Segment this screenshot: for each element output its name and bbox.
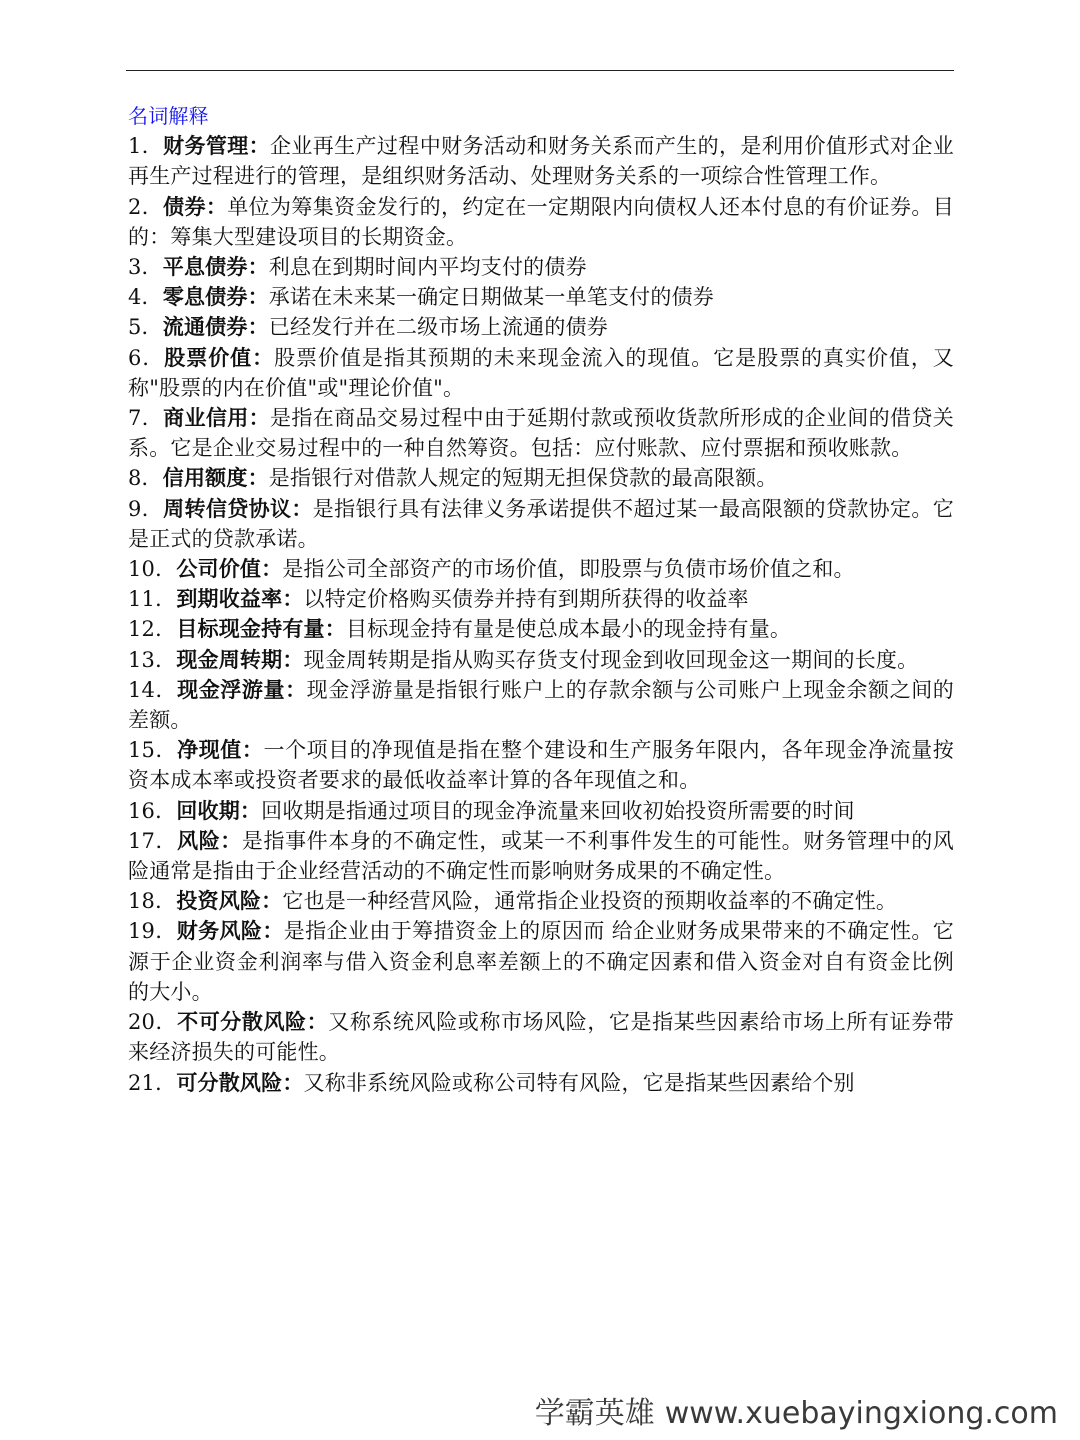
footer-brand: 学霸英雄 <box>534 1396 655 1431</box>
entry-number: 1． <box>128 134 164 159</box>
entry-number: 7． <box>128 406 164 431</box>
entry-definition: 是指银行具有法律义务承诺提供不超过某一最高限额的贷款协定。它是正式的贷款承诺。 <box>128 496 955 551</box>
entry-number: 9． <box>128 496 164 521</box>
glossary-entry <box>128 282 954 312</box>
entry-definition: 现金周转期是指从购买存货支付现金到收回现金这一期间的长度。 <box>303 647 919 672</box>
entry-term: 目标现金持有量： <box>176 617 346 642</box>
entry-number: 20． <box>128 1010 178 1035</box>
entry-definition: 是指在商品交易过程中由于延期付款或预收货款所形成的企业间的借贷关系。它是企业交易过程中的一种自然筹资。包括：应付账款、应付票据和预收账款。 <box>128 406 954 461</box>
glossary-entry <box>128 312 954 342</box>
entry-number: 12． <box>128 617 177 642</box>
entry-term: 现金浮游量： <box>177 677 307 702</box>
entry-definition: 利息在到期时间内平均支付的债券 <box>268 255 587 280</box>
glossary-list <box>128 131 954 1098</box>
entry-term: 财务管理： <box>163 134 271 159</box>
entry-term: 到期收益率： <box>176 587 304 612</box>
entry-number: 19． <box>128 919 177 944</box>
entry-term: 可分散风险： <box>176 1070 304 1095</box>
entry-definition: 单位为筹集资金发行的，约定在一定期限内向债权人还本付息的有价证券。目的：筹集大型建设项目的长期资金。 <box>128 194 954 249</box>
entry-term: 商业信用： <box>163 406 271 431</box>
entry-number: 15． <box>128 738 178 763</box>
glossary-entry <box>128 735 954 795</box>
entry-definition: 已经发行并在二级市场上流通的债券 <box>268 315 608 340</box>
entry-definition: 是指企业由于筹措资金上的原因而 给企业财务成果带来的不确定性。它源于企业资金利润率与借入资金利息率差额上的不确定因素和借入资金对自有资金比例的大小。 <box>128 919 955 1004</box>
glossary-entry <box>128 554 954 584</box>
entry-number: 3． <box>128 255 163 280</box>
glossary-entry <box>128 796 954 826</box>
entry-term: 回收期： <box>176 798 262 823</box>
entry-number: 16． <box>128 798 177 823</box>
entry-number: 18． <box>128 889 177 914</box>
watermark-footer <box>535 1388 1058 1432</box>
entry-definition: 企业再生产过程中财务活动和财务关系而产生的，是利用价值形式对企业再生产过程进行的管理，是组织财务活动、处理财务关系的一项综合性管理工作。 <box>128 134 954 189</box>
entry-term: 不可分散风险： <box>177 1010 329 1035</box>
glossary-entry <box>128 494 954 554</box>
entry-number: 2． <box>128 194 164 219</box>
entry-definition: 是指事件本身的不确定性，或某一不利事件发生的可能性。财务管理中的风险通常是指由于企业经营活动的不确定性而影响财务成果的不确定性。 <box>128 828 954 884</box>
entry-definition: 又称系统风险或称市场风险，它是指某些因素给市场上所有证券带来经济损失的可能性。 <box>128 1010 954 1065</box>
entry-number: 5． <box>128 315 163 340</box>
entry-definition: 一个项目的净现值是指在整个建设和生产服务年限内，各年现金净流量按资本成本率或投资者要求的最低收益率计算的各年现值之和。 <box>128 738 954 793</box>
entry-definition: 目标现金持有量是使总成本最小的现金持有量。 <box>345 617 792 642</box>
entry-term: 净现值： <box>177 738 264 763</box>
entry-number: 11． <box>128 587 177 612</box>
entry-term: 投资风险： <box>176 889 283 914</box>
entry-number: 10． <box>128 557 177 582</box>
entry-definition: 以特定价格购买债券并持有到期所获得的收益率 <box>303 587 749 612</box>
section-title: 名词解释 <box>128 104 209 128</box>
entry-number: 14． <box>128 677 178 702</box>
header-rule <box>126 70 954 71</box>
entry-term: 股票价值： <box>164 345 275 370</box>
entry-term: 债券： <box>163 194 228 219</box>
entry-term: 周转信贷协议： <box>163 496 313 521</box>
entry-term: 公司价值： <box>176 557 283 582</box>
entry-definition: 它也是一种经营风险，通常指企业投资的预期收益率的不确定性。 <box>282 889 898 914</box>
entry-number: 6． <box>128 345 165 370</box>
entry-number: 21． <box>128 1070 177 1095</box>
entry-definition: 股票价值是指其预期的未来现金流入的现值。它是股票的真实价值，又称"股票的内在价值"或"理论价值"。 <box>128 345 955 400</box>
glossary-entry <box>128 645 954 675</box>
glossary-entry <box>128 403 954 463</box>
entry-term: 信用额度： <box>162 466 269 491</box>
document-body <box>128 101 954 1098</box>
entry-definition: 回收期是指通过项目的现金净流量来回收初始投资所需要的时间 <box>261 798 855 823</box>
entry-term: 流通债券： <box>162 315 269 340</box>
glossary-entry <box>128 614 954 644</box>
glossary-entry <box>128 1007 954 1067</box>
glossary-entry <box>128 826 954 886</box>
glossary-entry <box>128 916 954 1007</box>
entry-number: 13． <box>128 647 177 672</box>
glossary-entry <box>128 463 954 493</box>
glossary-entry <box>128 675 954 735</box>
entry-term: 平息债券： <box>162 255 269 280</box>
entry-term: 现金周转期： <box>176 647 304 672</box>
glossary-entry <box>128 1068 954 1098</box>
glossary-entry <box>128 131 954 191</box>
entry-definition: 是指银行对借款人规定的短期无担保贷款的最高限额。 <box>268 466 778 491</box>
entry-number: 4． <box>128 285 163 310</box>
entry-term: 风险： <box>177 828 242 853</box>
entry-definition: 又称非系统风险或称公司特有风险，它是指某些因素给个别 <box>303 1070 855 1095</box>
glossary-entry <box>128 886 954 916</box>
entry-definition: 现金浮游量是指银行账户上的存款余额与公司账户上现金余额之间的差额。 <box>128 677 954 733</box>
entry-term: 零息债券： <box>162 285 269 310</box>
glossary-entry <box>128 192 954 252</box>
footer-url: www.xuebayingxiong.com <box>664 1396 1058 1431</box>
glossary-entry <box>128 584 954 614</box>
entry-number: 8． <box>128 466 163 491</box>
glossary-entry <box>128 343 954 403</box>
entry-definition: 是指公司全部资产的市场价值，即股票与负债市场价值之和。 <box>282 557 855 582</box>
entry-definition: 承诺在未来某一确定日期做某一单笔支付的债券 <box>268 285 714 310</box>
glossary-entry <box>128 252 954 282</box>
entry-number: 17． <box>128 828 178 853</box>
entry-term: 财务风险： <box>176 919 284 944</box>
